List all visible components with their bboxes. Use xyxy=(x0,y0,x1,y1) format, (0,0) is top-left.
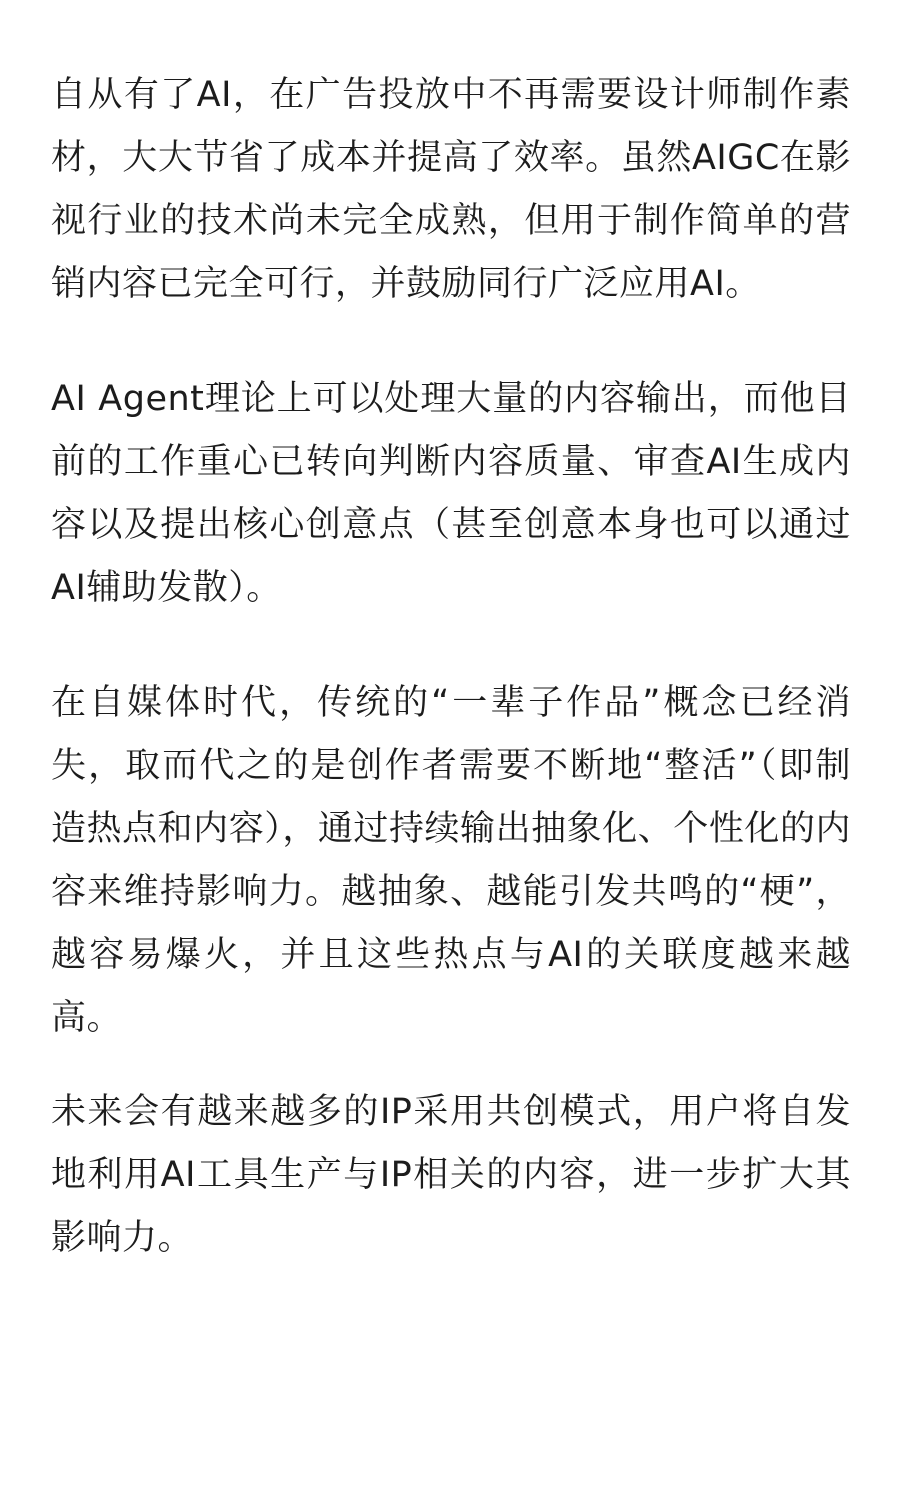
paragraph-ip-cocreation: 未来会有越来越多的IP采用共创模式，用户将自发地利用AI工具生产与IP相关的内容，进一步扩大其影响力。 xyxy=(51,1092,851,1258)
paragraph-self-media: 在自媒体时代，传统的“一辈子作品”概念已经消失，取而代之的是创作者需要不断地“整活”（即制造热点和内容），通过持续输出抽象化、个性化的内容来维持影响力。越抽象、越能引发共鸣的“梗”，越容易爆火，并且这些热点与AI的关联度越来越高。 xyxy=(51,683,851,1038)
paragraph-ai-advertising: 自从有了AI，在广告投放中不再需要设计师制作素材，大大节省了成本并提高了效率。虽然AIGC在影视行业的技术尚未完全成熟，但用于制作简单的营销内容已完全可行，并鼓励同行广泛应用AI。 xyxy=(51,75,851,304)
article-body xyxy=(51,64,851,1270)
paragraph-ai-agent: AI Agent理论上可以处理大量的内容输出，而他目前的工作重心已转向判断内容质量、审查AI生成内容以及提出核心创意点（甚至创意本身也可以通过AI辅助发散）。 xyxy=(51,379,851,608)
